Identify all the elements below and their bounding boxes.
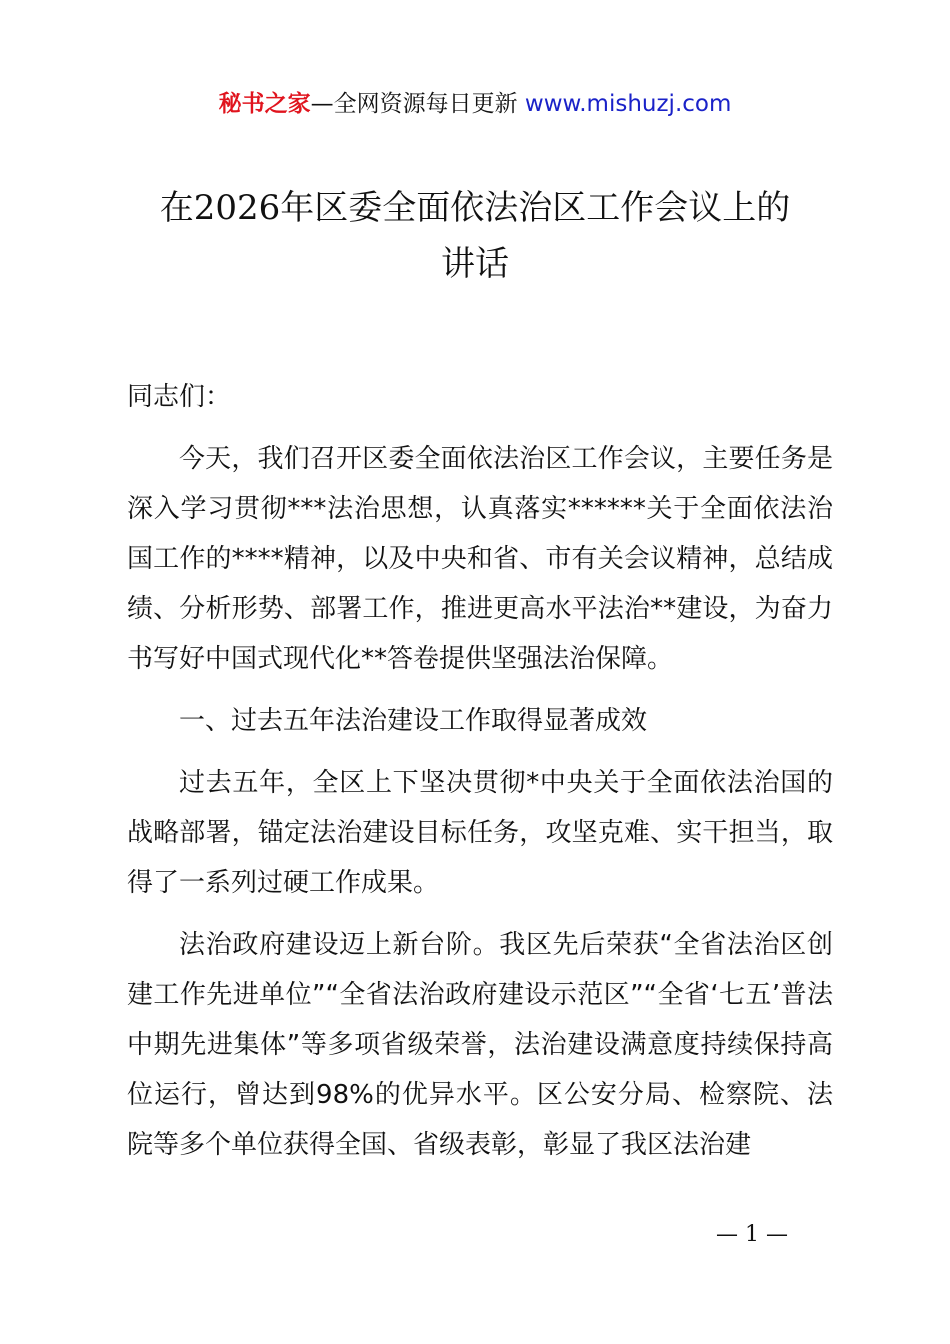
document-body (127, 372, 833, 1182)
section-heading-1: 一、过去五年法治建设工作取得显著成效 (179, 706, 648, 736)
paragraph-intro: 今天，我们召开区委全面依法治区工作会议，主要任务是深入学习贯彻***法治思想，认真落实******关于全面依法治国工作的****精神，以及中央和省、市有关会议精神，总结成绩、分析形势、部署工作，推进更高水平法治**建设，为奋力书写好中国式现代化**答卷提供坚强法治保障。 (127, 444, 833, 674)
paragraph-overview: 过去五年，全区上下坚决贯彻*中央关于全面依法治国的战略部署，锚定法治建设目标任务，攻坚克难、实干担当，取得了一系列过硬工作成果。 (127, 768, 833, 898)
page-number: — 1 — (716, 1222, 788, 1247)
site-header (0, 86, 950, 122)
document-title (120, 180, 830, 292)
salutation: 同志们： (127, 382, 232, 412)
paragraph-government: 法治政府建设迈上新台阶。我区先后荣获“全省法治区创建工作先进单位”“全省法治政府建设示范区”“全省‘七五’普法中期先进集体”等多项省级荣誉，法治建设满意度持续保持高位运行，曾达到98%的优异水平。区公安分局、检察院、法院等多个单位获得全国、省级表彰，彰显了我区法治建 (127, 930, 833, 1160)
title-line-2: 讲话 (441, 244, 509, 284)
brand-name: 秘书之家 (218, 91, 311, 117)
title-line-1: 在2026年区委全面依法治区工作会议上的 (159, 188, 791, 228)
site-url-link[interactable]: www.mishuzj.com (524, 91, 732, 117)
header-tagline: —全网资源每日更新 (310, 91, 525, 117)
